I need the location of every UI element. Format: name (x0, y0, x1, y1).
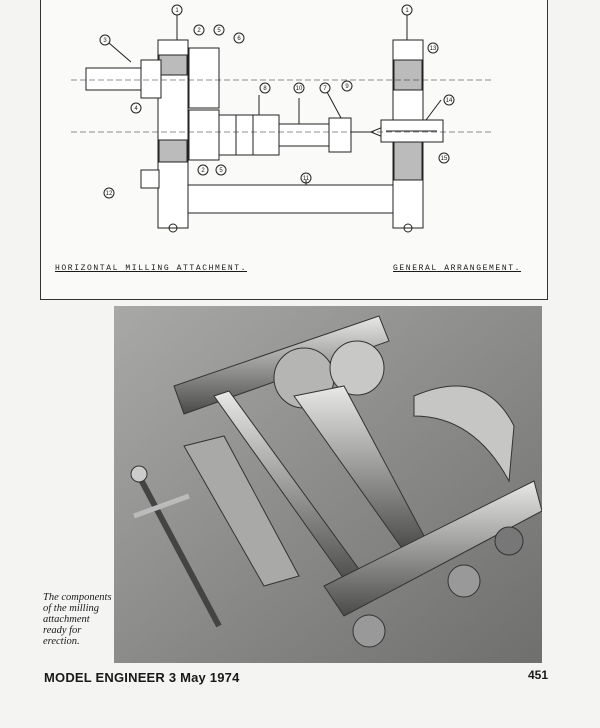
cutter-stack (219, 115, 279, 155)
nut (329, 118, 351, 152)
callout-7: 7 (323, 86, 327, 92)
milling-attachment-diagram (41, 0, 547, 299)
callout-14: 14 (445, 98, 453, 104)
callout-1b: 1 (405, 8, 409, 14)
magazine-footer: MODEL ENGINEER 3 May 1974 (44, 670, 240, 685)
drawing-title-right: GENERAL ARRANGEMENT. (393, 264, 522, 273)
callout-3: 3 (103, 38, 107, 44)
gear-lower (189, 110, 219, 160)
technical-drawing (40, 0, 548, 300)
component-photograph (114, 306, 542, 663)
callout-1: 1 (175, 8, 179, 14)
callout-2: 2 (197, 28, 201, 34)
callout-4: 4 (134, 106, 138, 112)
callout-6: 6 (237, 36, 241, 42)
callout-9: 9 (345, 84, 349, 90)
callout-8: 8 (263, 86, 267, 92)
callout-5b: 5 (219, 168, 223, 174)
callout-11: 11 (302, 176, 310, 182)
page-number: 451 (528, 668, 549, 682)
drawing-title-left: HORIZONTAL MILLING ATTACHMENT. (55, 264, 248, 273)
callout-13: 13 (429, 46, 437, 52)
photo-caption: The components of the milling attachment ready for erection. (43, 592, 112, 647)
gear-upper (189, 48, 219, 108)
callout-12: 12 (105, 191, 113, 197)
arbor (279, 124, 329, 146)
callout-10: 10 (295, 86, 303, 92)
callout-2b: 2 (201, 168, 205, 174)
callout-15: 15 (440, 156, 448, 162)
callout-5: 5 (217, 28, 221, 34)
spindle-stub (86, 68, 146, 90)
tie-rod (188, 185, 393, 213)
